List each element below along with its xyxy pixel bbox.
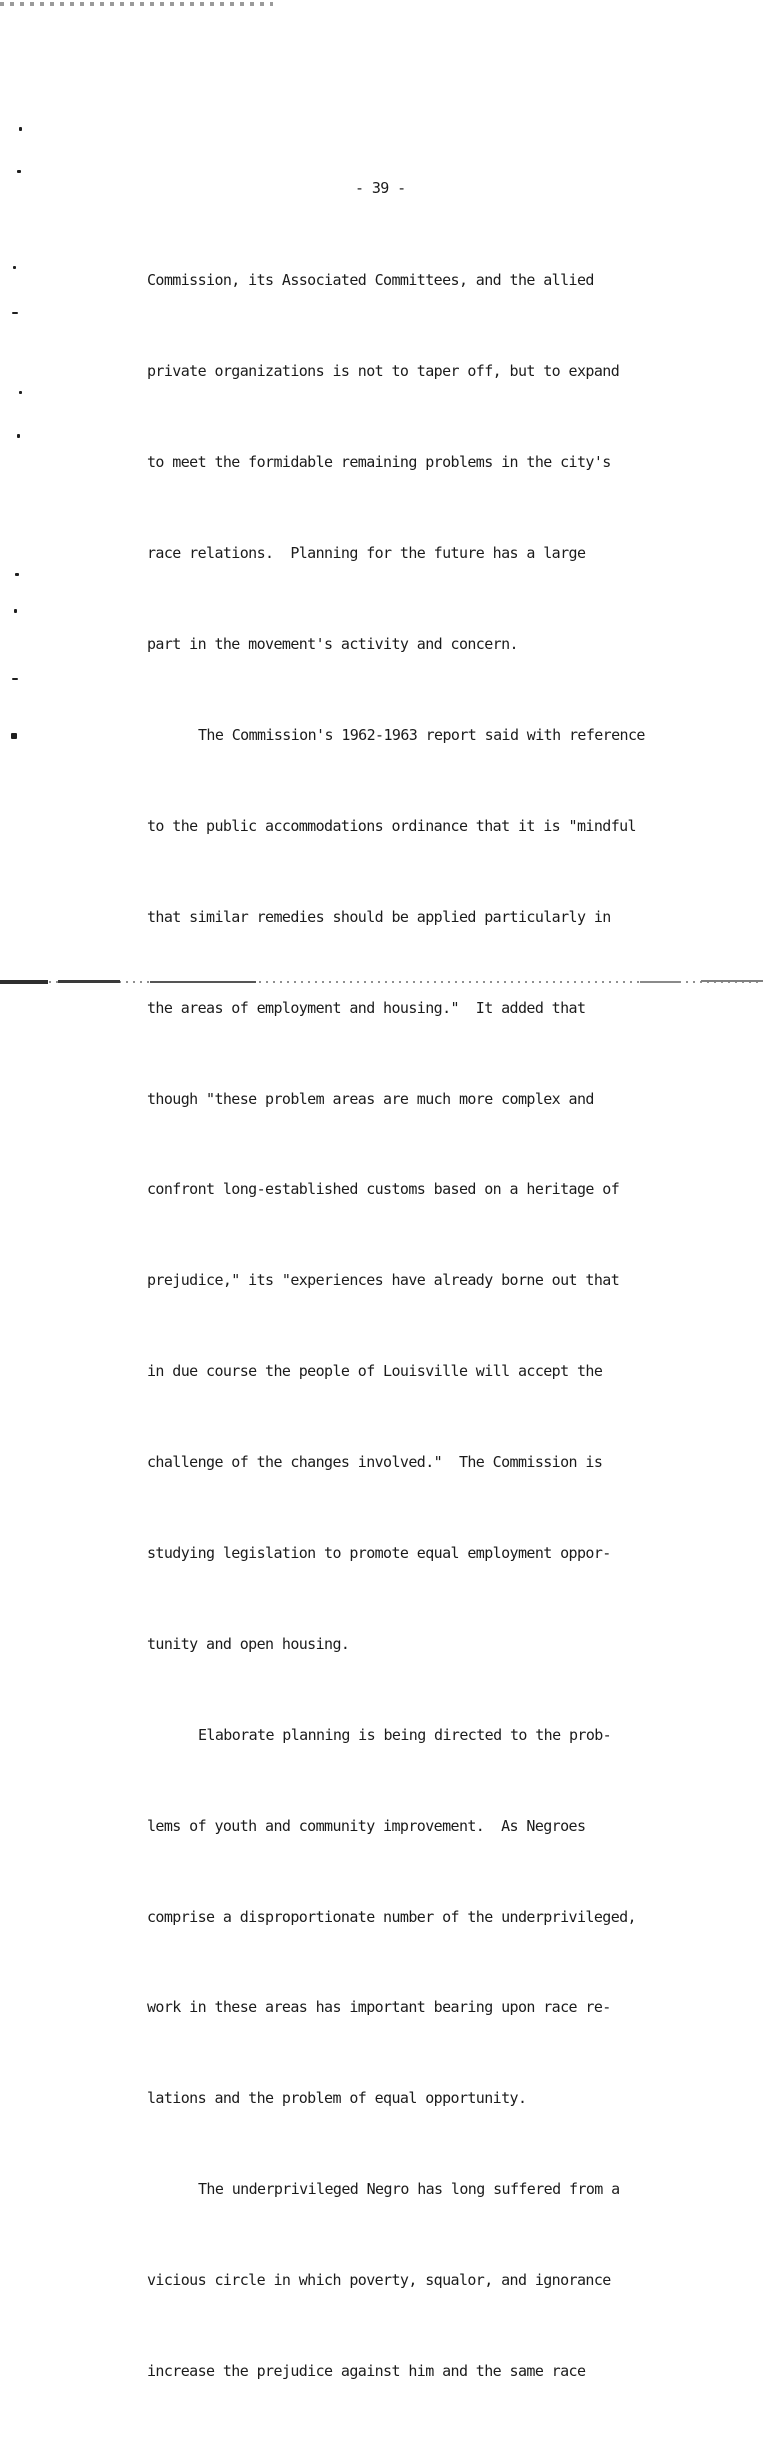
text-line: challenge of the changes involved." The Commission is xyxy=(147,1453,603,1472)
text-line: work in these areas has important bearing upon race re- xyxy=(147,1998,611,2017)
text-line: studying legislation to promote equal employment oppor- xyxy=(147,1543,611,1562)
scan-speck xyxy=(11,733,17,739)
text-line: to the public accommodations ordinance that it is "mindful xyxy=(147,816,636,835)
text-line: in due course the people of Louisville will accept the xyxy=(147,1362,603,1381)
scan-speck xyxy=(19,391,22,394)
scan-speck xyxy=(17,170,21,173)
text-line: private organizations is not to taper off, but to expand xyxy=(147,362,620,381)
text-line: tunity and open housing. xyxy=(147,1634,350,1653)
text-line: Commission, its Associated Committees, and the allied xyxy=(147,271,594,290)
text-line: though "these problem areas are much more complex and xyxy=(147,1089,594,1108)
text-line: confront long-established customs based on a heritage of xyxy=(147,1180,620,1199)
text-line: part in the movement's activity and concern. xyxy=(147,635,518,654)
text-line: race relations. Planning for the future has a large xyxy=(147,544,586,563)
text-line: to meet the formidable remaining problems in the city's xyxy=(147,453,611,472)
scan-speck xyxy=(12,312,18,314)
bottom-scan-edge xyxy=(0,979,763,984)
scan-speck xyxy=(14,609,17,613)
scan-speck xyxy=(13,266,16,269)
text-line: that similar remedies should be applied particularly in xyxy=(147,907,611,926)
top-scan-edge xyxy=(0,2,273,6)
scan-speck xyxy=(19,127,22,131)
scan-speck xyxy=(12,678,18,680)
text-line: The Commission's 1962-1963 report said with reference xyxy=(198,725,645,744)
text-line: prejudice," its "experiences have already borne out that xyxy=(147,1271,620,1290)
text-line: vicious circle in which poverty, squalor, and ignorance xyxy=(147,2271,611,2290)
text-line: Elaborate planning is being directed to the prob- xyxy=(198,1725,612,1744)
text-line: the areas of employment and housing." It added that xyxy=(147,998,586,1017)
page-body xyxy=(147,112,737,2447)
text-line: The underprivileged Negro has long suffered from a xyxy=(198,2180,620,2199)
text-line: comprise a disproportionate number of the underprivileged, xyxy=(147,1907,636,1926)
text-line: lems of youth and community improvement. As Negroes xyxy=(147,1816,586,1835)
text-line: increase the prejudice against him and the same race xyxy=(147,2361,586,2380)
text-line: lations and the problem of equal opportunity. xyxy=(147,2089,527,2108)
page-number: - 39 - xyxy=(355,178,406,197)
scan-speck xyxy=(15,573,19,576)
scan-speck xyxy=(17,434,20,438)
